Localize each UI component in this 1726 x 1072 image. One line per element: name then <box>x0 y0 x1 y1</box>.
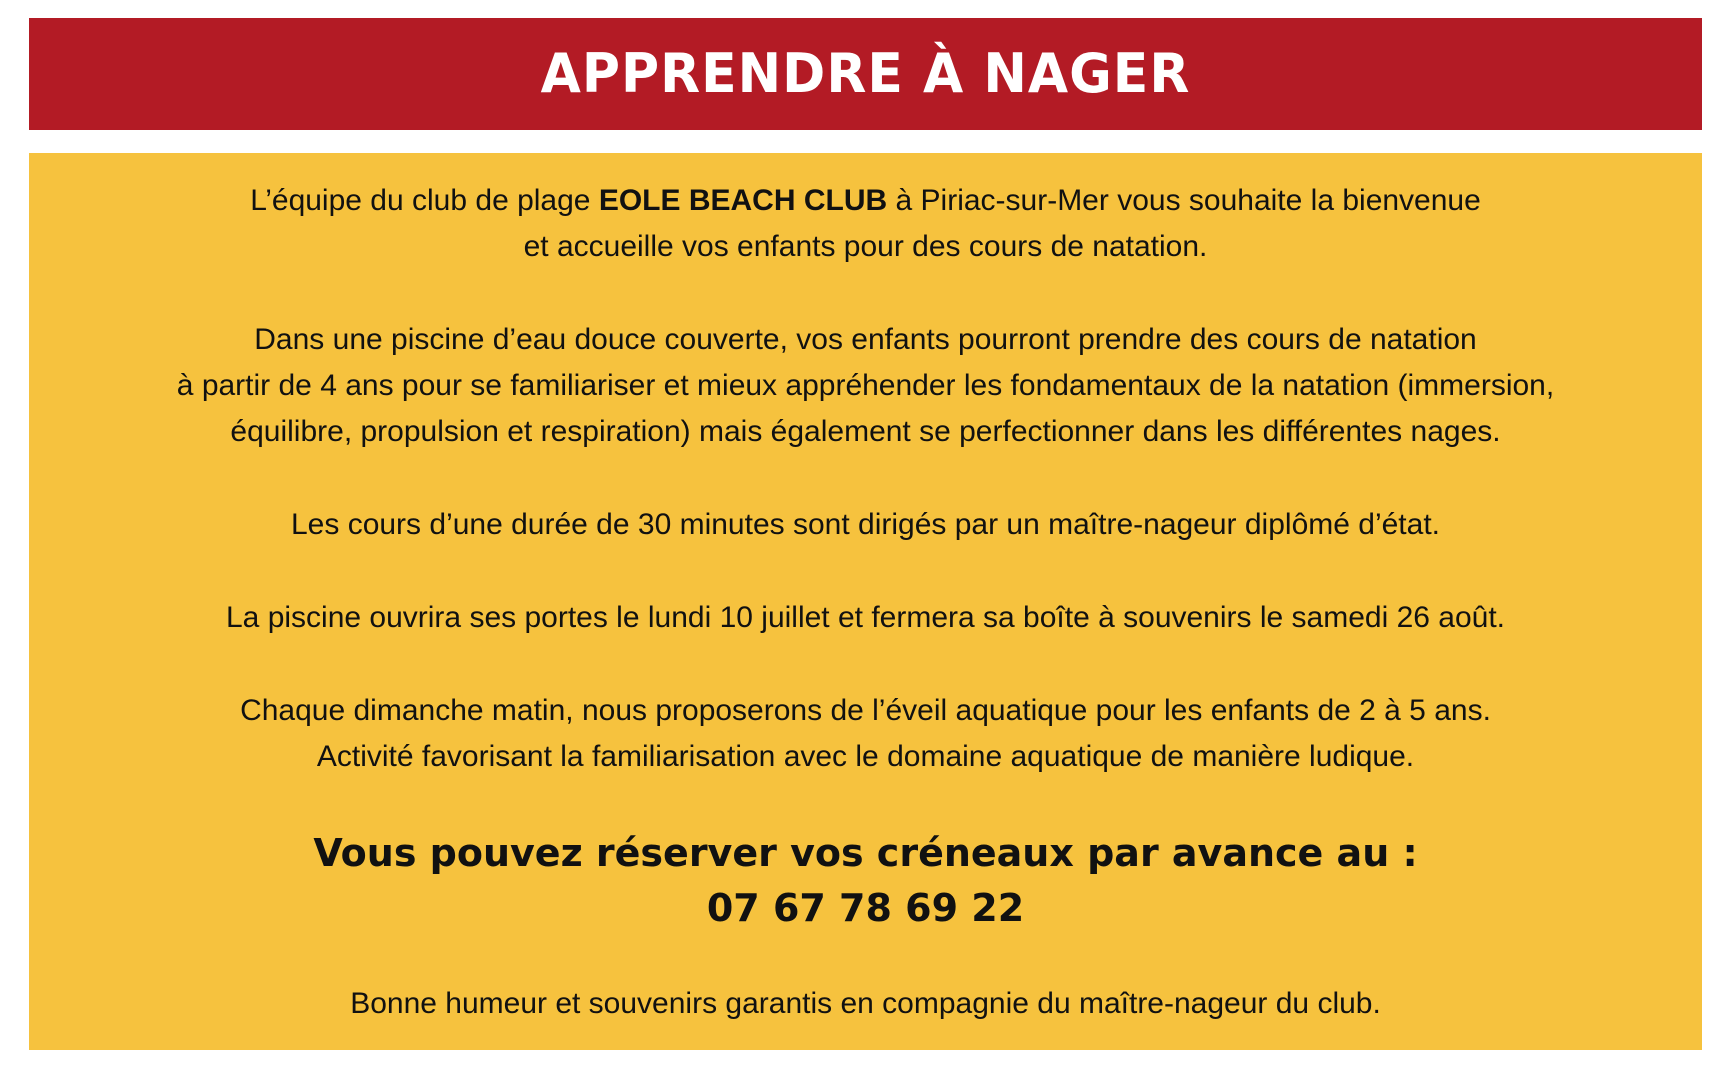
title-banner <box>29 18 1702 130</box>
sunday-line-1: Chaque dimanche matin, nous proposerons de l’éveil aquatique pour les enfants de 2 à 5 ans. <box>240 694 1491 727</box>
info-panel <box>29 153 1702 1050</box>
sunday-line-2: Activité favorisant la familiarisation avec le domaine aquatique de manière ludique. <box>316 740 1415 773</box>
intro-line-2: et accueille vos enfants pour des cours de natation. <box>523 230 1208 263</box>
closing-line-1: Bonne humeur et souvenirs garantis en compagnie du maître-nageur du club. <box>350 987 1381 1020</box>
intro-paragraph <box>29 178 1702 270</box>
booking-callout <box>29 826 1702 936</box>
club-name: EOLE BEACH CLUB <box>598 184 888 217</box>
dates-line-1: La piscine ouvrira ses portes le lundi 10 juillet et fermera sa boîte à souvenirs le samedi 26 août. <box>225 601 1506 634</box>
page-title: APPRENDRE À NAGER <box>540 42 1191 106</box>
booking-text: Vous pouvez réserver vos créneaux par avance au : <box>313 831 1418 875</box>
dates-paragraph <box>29 595 1702 641</box>
closing-paragraph <box>29 981 1702 1027</box>
pool-line-1: Dans une piscine d’eau douce couverte, vos enfants pourront prendre des cours de natation <box>254 323 1477 356</box>
booking-phone: 07 67 78 69 22 <box>706 886 1025 930</box>
intro-suffix: à Piriac-sur-Mer vous souhaite la bienvenue <box>887 184 1481 217</box>
lessons-paragraph <box>29 502 1702 548</box>
lessons-line-1: Les cours d’une durée de 30 minutes sont dirigés par un maître-nageur diplômé d’état. <box>290 508 1440 541</box>
pool-paragraph <box>29 317 1702 455</box>
pool-line-3: équilibre, propulsion et respiration) mais également se perfectionner dans les différentes nages. <box>230 415 1501 448</box>
sunday-paragraph <box>29 688 1702 780</box>
intro-line-1 <box>29 178 1702 224</box>
pool-line-2: à partir de 4 ans pour se familiariser et mieux appréhender les fondamentaux de la natation (immersion, <box>176 369 1555 402</box>
intro-prefix: L’équipe du club de plage <box>250 184 599 217</box>
